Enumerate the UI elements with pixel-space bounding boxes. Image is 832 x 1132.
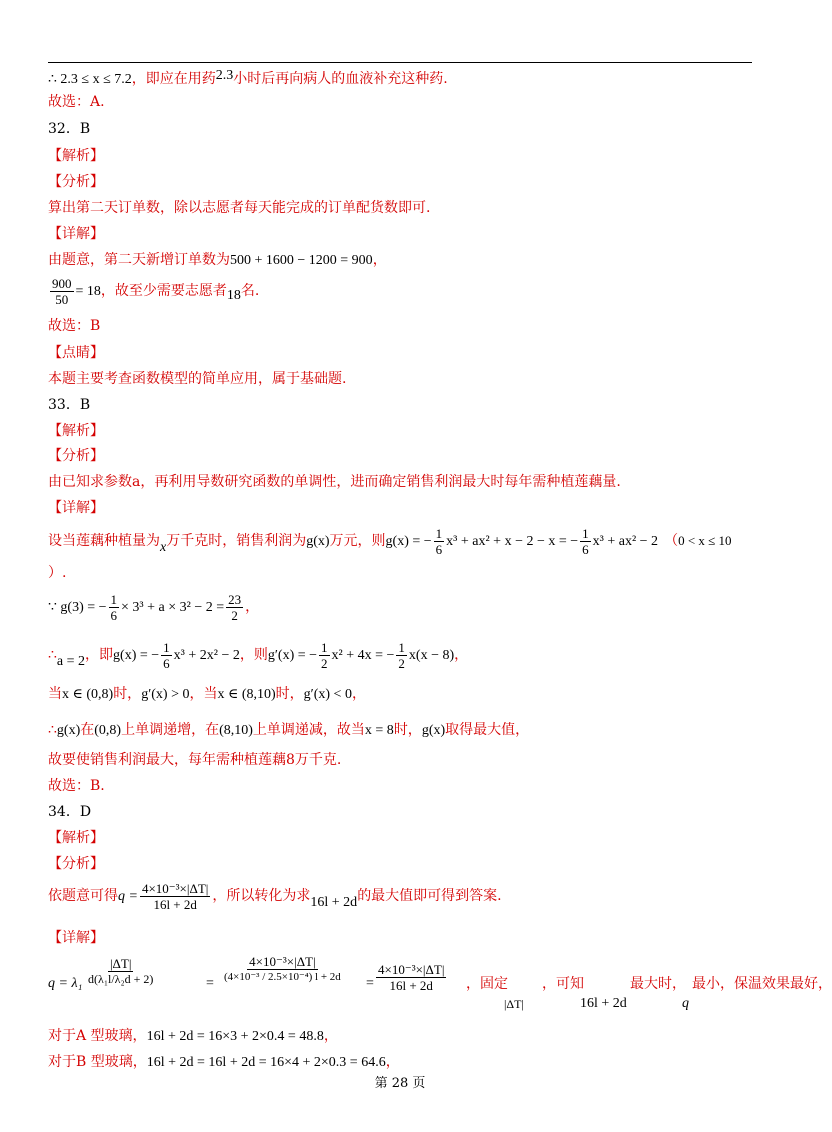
section-dianjing: 【点睛】 bbox=[48, 345, 104, 361]
text: 最小，保温效果最好， bbox=[692, 976, 832, 992]
text: 由题意，第二天新增订单数为 bbox=[48, 252, 230, 268]
text: 设当莲藕种植量为 bbox=[48, 533, 160, 549]
fraction bbox=[86, 956, 155, 987]
numerator: 1 bbox=[398, 639, 405, 655]
section-xiangjie: 【详解】 bbox=[48, 226, 104, 242]
line-conclusion bbox=[48, 66, 448, 90]
numerator: 4×10⁻³×|ΔT| bbox=[378, 962, 445, 977]
text: ，故至少需要志愿者 bbox=[100, 283, 227, 299]
text: ， bbox=[245, 599, 260, 615]
math-expr: g′(x) > 0 bbox=[141, 687, 190, 702]
math-expr: ∵ g(3) = − bbox=[48, 600, 107, 615]
text: ， bbox=[372, 252, 387, 268]
math-expr: q = λ₁ bbox=[48, 976, 83, 991]
math-expr: g(x) bbox=[421, 723, 446, 738]
math-expr: 16l + 2d = 16×3 + 2×0.4 = 48.8 bbox=[146, 1029, 324, 1044]
q34-fenxi-line bbox=[48, 876, 502, 923]
numerator: 1 bbox=[321, 639, 328, 655]
text: 对于B 型玻璃， bbox=[48, 1054, 147, 1070]
text: ∴ bbox=[48, 722, 57, 738]
math-expr: q = bbox=[118, 889, 138, 904]
denominator: d(λ₁l/λ₂d + 2) bbox=[88, 972, 154, 986]
math-var: q bbox=[682, 996, 689, 1011]
text: ， bbox=[323, 1028, 338, 1044]
answer-line: 故选：A. bbox=[48, 94, 105, 110]
fraction bbox=[140, 881, 210, 912]
numerator: 1 bbox=[582, 525, 589, 541]
section-fenxi: 【分析】 bbox=[48, 856, 104, 872]
text: 在 bbox=[80, 722, 95, 738]
q33-detail-line6 bbox=[48, 720, 529, 741]
math-expr: g′(x) < 0 bbox=[303, 687, 352, 702]
math-expr: × 3³ + a × 3² − 2 = bbox=[121, 600, 225, 615]
math-expr: 16l + 2d bbox=[310, 895, 358, 910]
answer-line: 故选：B bbox=[48, 318, 101, 334]
denominator: 6 bbox=[582, 541, 589, 557]
text: 时， bbox=[113, 686, 142, 702]
numerator: 23 bbox=[228, 591, 242, 607]
question-34-heading: 34．D bbox=[48, 804, 92, 820]
text: ， bbox=[385, 1054, 400, 1070]
text: ， bbox=[454, 647, 469, 663]
math-expr: x(x − 8) bbox=[408, 648, 455, 663]
numerator: 900 bbox=[52, 275, 72, 291]
math-expr: 16l + 2d = 16l + 2d = 16×4 + 2×0.3 = 64.6 bbox=[146, 1055, 386, 1070]
denominator: 6 bbox=[435, 541, 443, 557]
text: ， bbox=[351, 686, 366, 702]
fraction bbox=[434, 526, 445, 557]
answer-line: 故选：B. bbox=[48, 778, 105, 794]
text: ，即 bbox=[85, 647, 114, 663]
q32-detail-line2 bbox=[48, 274, 259, 313]
question-32-heading: 32．B bbox=[48, 121, 91, 137]
math-expr: g(x) = − bbox=[113, 648, 160, 663]
q34-detail-line3 bbox=[48, 1052, 400, 1073]
math-expr: x² + 4x = − bbox=[331, 648, 395, 663]
q33-detail-line4 bbox=[48, 636, 468, 681]
header-rule bbox=[48, 62, 752, 63]
text: 名. bbox=[240, 283, 260, 299]
fenxi-text: 算出第二天订单数，除以志愿者每天能完成的订单配货数即可. bbox=[48, 200, 431, 216]
text: 依题意可得 bbox=[48, 888, 118, 904]
q33-detail-line2: ）. bbox=[48, 565, 67, 581]
section-fenxi: 【分析】 bbox=[48, 174, 104, 190]
fraction bbox=[376, 962, 446, 993]
formula-block bbox=[48, 952, 832, 1016]
q33-detail-line5 bbox=[48, 684, 366, 705]
fraction bbox=[226, 592, 243, 623]
math-expr: g′(x) = − bbox=[267, 648, 318, 663]
math-expr: = bbox=[206, 976, 214, 991]
math-expr: |ΔT| bbox=[504, 997, 524, 1011]
math-expr: x = 8 bbox=[364, 723, 394, 738]
numerator: 4×10⁻³×|ΔT| bbox=[141, 880, 209, 896]
text: 当 bbox=[48, 686, 62, 702]
math-expr: a = 2 bbox=[56, 654, 86, 669]
math-inequality: ∴ 2.3 ≤ x ≤ 7.2 bbox=[48, 72, 132, 87]
numerator: 1 bbox=[435, 525, 443, 541]
fraction bbox=[222, 954, 343, 985]
text: ，当 bbox=[189, 686, 218, 702]
text: ，即应在用药 bbox=[131, 71, 216, 87]
section-jiexi: 【解析】 bbox=[48, 148, 104, 164]
math-expr: = 18 bbox=[75, 284, 101, 299]
page-number: 第 28 页 bbox=[374, 1076, 426, 1091]
numerator: 1 bbox=[110, 591, 118, 607]
denominator: 2 bbox=[321, 655, 328, 671]
denominator: 50 bbox=[55, 291, 69, 307]
numerator: 4×10⁻³×|ΔT| bbox=[249, 954, 316, 969]
denominator: (4×10⁻³ / 2.5×10⁻⁴) l + 2d bbox=[224, 971, 341, 983]
text: 对于A 型玻璃， bbox=[48, 1028, 147, 1044]
q33-detail-line3 bbox=[48, 588, 259, 627]
q33-detail-line7: 故要使销售利润最大，每年需种植莲藕8万千克. bbox=[48, 752, 342, 768]
section-fenxi: 【分析】 bbox=[48, 448, 104, 464]
math-var: x bbox=[160, 540, 167, 555]
math-expr: 500 + 1600 − 1200 = 900 bbox=[230, 253, 373, 268]
text: 取得最大值， bbox=[445, 722, 530, 738]
math-value: 18 bbox=[226, 288, 241, 303]
section-xiangjie: 【详解】 bbox=[48, 930, 104, 946]
denominator: 16l + 2d bbox=[389, 978, 433, 993]
denominator: 6 bbox=[110, 607, 118, 623]
fraction bbox=[50, 276, 74, 307]
math-expr: (0,8) bbox=[94, 723, 122, 738]
question-33-heading: 33．B bbox=[48, 397, 91, 413]
math-expr: (8,10) bbox=[219, 723, 253, 738]
denominator: 16l + 2d bbox=[153, 896, 197, 912]
math-expr: 16l + 2d bbox=[580, 996, 627, 1011]
q33-detail-line1 bbox=[48, 522, 732, 567]
math-value: 2.3 bbox=[215, 68, 234, 83]
text: 的最大值即可得到答案. bbox=[357, 888, 502, 904]
text: 最大时， bbox=[630, 976, 686, 992]
math-expr: x³ + ax² − 2 bbox=[592, 534, 659, 549]
text: （ bbox=[664, 533, 679, 549]
fraction bbox=[580, 526, 591, 557]
text: ∴ bbox=[48, 647, 57, 663]
text: ，可知 bbox=[542, 976, 584, 992]
math-expr: g(x) bbox=[56, 723, 81, 738]
q32-detail-line1 bbox=[48, 250, 387, 271]
text: ，固定 bbox=[466, 976, 508, 992]
math-expr: x³ + ax² + x − 2 − x = − bbox=[446, 534, 579, 549]
text: 小时后再向病人的血液补充这种药. bbox=[233, 71, 448, 87]
text: 时， bbox=[393, 722, 422, 738]
math-expr: = bbox=[366, 976, 374, 991]
q34-detail-line2 bbox=[48, 1026, 338, 1047]
fenxi-text: 由已知求参数a，再利用导数研究函数的单调性，进而确定销售利润最大时每年需种植莲藕量. bbox=[48, 474, 621, 490]
denominator: 2 bbox=[231, 607, 238, 623]
text: 上单调递减，故当 bbox=[252, 722, 365, 738]
math-domain: 0 < x ≤ 10 bbox=[678, 533, 732, 548]
fraction bbox=[319, 640, 330, 671]
numerator: |ΔT| bbox=[109, 956, 132, 971]
text: 万千克时，销售利润为 bbox=[166, 533, 307, 549]
math-expr: x³ + 2x² − 2 bbox=[173, 648, 240, 663]
fraction bbox=[396, 640, 407, 671]
numerator: 1 bbox=[163, 639, 170, 655]
denominator: 6 bbox=[163, 655, 170, 671]
section-jiexi: 【解析】 bbox=[48, 423, 104, 439]
math-expr: g(x) = − bbox=[385, 534, 432, 549]
section-jiexi: 【解析】 bbox=[48, 830, 104, 846]
dianjing-text: 本题主要考查函数模型的简单应用，属于基础题. bbox=[48, 371, 347, 387]
math-expr: x ∈ (0,8) bbox=[62, 687, 114, 702]
denominator: 2 bbox=[398, 655, 405, 671]
text: 万元，则 bbox=[329, 533, 386, 549]
text: 上单调递增，在 bbox=[121, 722, 220, 738]
text: ，所以转化为求 bbox=[212, 888, 311, 904]
math-expr: x ∈ (8,10) bbox=[217, 687, 276, 702]
fraction bbox=[109, 592, 120, 623]
section-xiangjie: 【详解】 bbox=[48, 500, 104, 516]
fraction bbox=[161, 640, 172, 671]
text: 时， bbox=[275, 686, 304, 702]
text: ，则 bbox=[239, 647, 268, 663]
math-expr: g(x) bbox=[306, 534, 330, 549]
